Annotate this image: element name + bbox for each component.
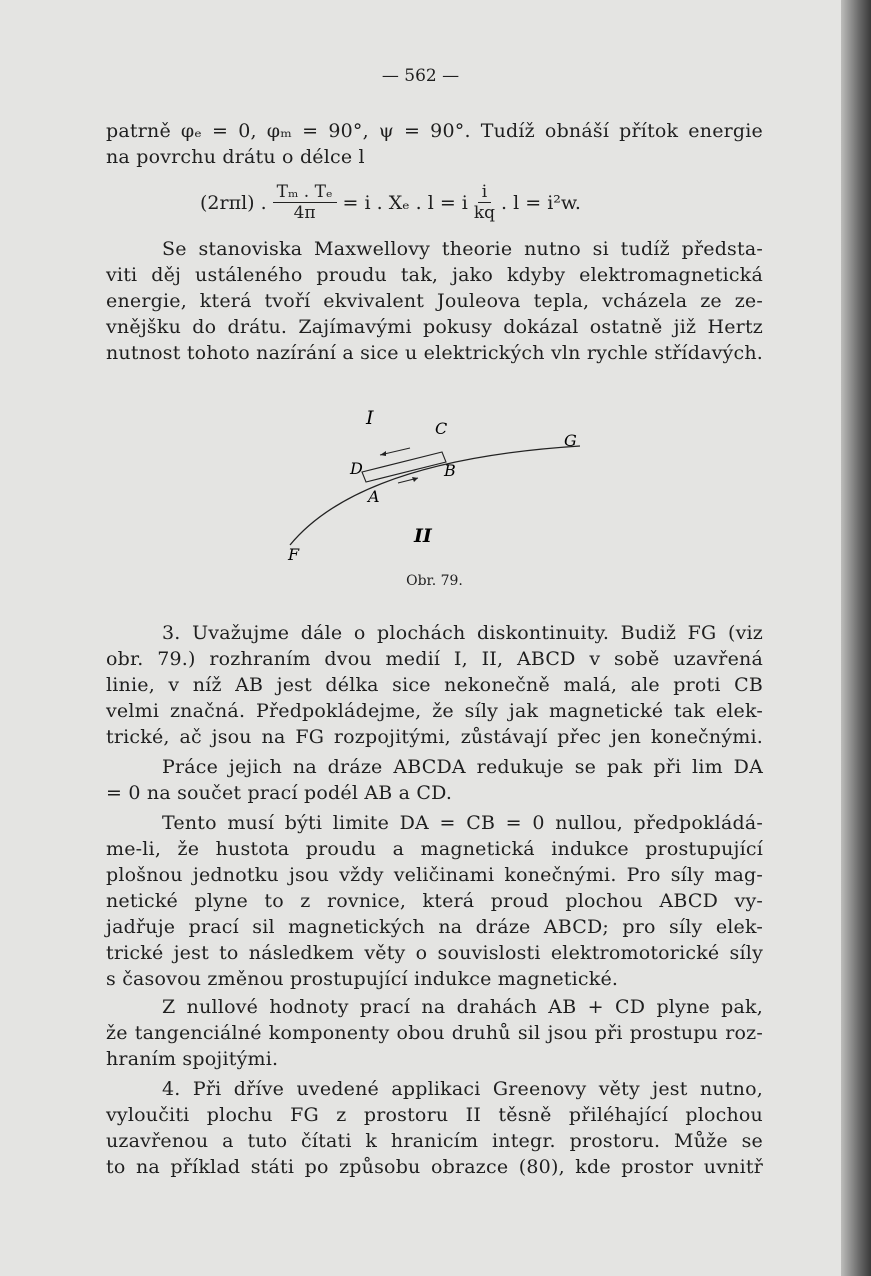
- paragraph-7: [106, 1076, 763, 1180]
- text-line: viti děj ustáleného proudu tak, jako kdyby elektromagnetická: [106, 264, 763, 286]
- text-line: vnějšku do drátu. Zajímavými pokusy dokázal ostatně již Hertz: [106, 316, 763, 338]
- text-line: me-li, že hustota proudu a magnetická indukce prostupující: [106, 838, 763, 860]
- text-line: na povrchu drátu o délce l: [106, 146, 365, 168]
- text-line: patrně φₑ = 0, φₘ = 90°, ψ = 90°. Tudíž obnáší přítok energie: [106, 120, 763, 142]
- text-line: plošnou jednotku jsou vždy veličinami konečnými. Pro síly mag-: [106, 864, 763, 886]
- equation-middle: = i . Xₑ . l = i: [342, 191, 468, 214]
- text-line: nutnost tohoto nazírání a sice u elektrických vln rychle střídavých.: [106, 342, 763, 364]
- text-line: trické jest to následkem věty o souvislosti elektromotorické síly: [106, 942, 763, 964]
- text-line: Práce jejich na dráze ABCDA redukuje se pak při lim DA: [162, 756, 763, 778]
- text-line: Se stanoviska Maxwellovy theorie nutno si tudíž předsta-: [162, 238, 763, 260]
- text-line: obr. 79.) rozhraním dvou medií I, II, ABCD v sobě uzavřená: [106, 648, 763, 670]
- label-G: G: [564, 431, 577, 450]
- text-line: 4. Při dříve uvedené applikaci Greenovy věty jest nutno,: [162, 1078, 763, 1100]
- text-line: = 0 na součet prací podél AB a CD.: [106, 782, 453, 804]
- text-line: energie, která tvoří ekvivalent Jouleova tepla, vcházela ze ze-: [106, 290, 763, 312]
- text-line: Tento musí býti limite DA = CB = 0 nullou, předpokládá-: [162, 812, 763, 834]
- text-line: uzavřenou a tuto čítati k hranicím integr. prostoru. Může se: [106, 1130, 763, 1152]
- text-line: trické, ač jsou na FG rozpojitými, zůstávají přec jen konečnými.: [106, 726, 763, 748]
- label-medium-II: II: [414, 525, 432, 547]
- fraction-numerator: Tₘ . Tₑ: [273, 182, 337, 203]
- text-line: že tangenciálné komponenty obou druhů sil jsou při prostupu roz-: [106, 1022, 763, 1044]
- equation-suffix: . l = i²w.: [501, 191, 581, 214]
- figure-79-diagram: [280, 400, 600, 570]
- text-line: vyloučiti plochu FG z prostoru II těsně přiléhající plochou: [106, 1104, 763, 1126]
- boundary-curve-fg: [290, 446, 580, 545]
- page-edge-shadow: [841, 0, 871, 1276]
- label-C: C: [435, 419, 448, 438]
- figure-caption: Obr. 79.: [406, 573, 463, 589]
- paragraph-2: [106, 236, 763, 366]
- text-line: jadřuje prací sil magnetických na dráze ABCD; pro síly elek-: [106, 916, 763, 938]
- text-line: to na příklad státi po způsobu obrazce (80), kde prostor uvnitř: [106, 1156, 763, 1178]
- paragraph-1: [106, 118, 763, 170]
- text-line: s časovou změnou prostupující indukce magnetické.: [106, 968, 619, 990]
- text-line: linie, v níž AB jest délka sice nekonečně malá, ale proti CB: [106, 674, 763, 696]
- label-medium-I: I: [366, 407, 374, 429]
- text-line: netické plyne to z rovnice, která proud plochou ABCD vy-: [106, 890, 763, 912]
- label-D: D: [350, 459, 363, 478]
- paragraph-5: [106, 810, 763, 992]
- fraction: [474, 182, 495, 223]
- text-line: hraním spojitými.: [106, 1048, 279, 1070]
- fraction-denominator: 4π: [293, 203, 316, 223]
- equation: [200, 182, 581, 223]
- paragraph-3: [106, 620, 763, 750]
- fraction: [273, 182, 337, 223]
- fraction-denominator: kq: [473, 203, 496, 223]
- page-number: — 562 —: [381, 66, 460, 86]
- fraction-numerator: i: [478, 182, 491, 203]
- paragraph-6: [106, 994, 763, 1072]
- equation-prefix: (2rπl) .: [200, 191, 267, 214]
- label-F: F: [288, 545, 300, 564]
- text-line: velmi značná. Předpokládejme, že síly jak magnetické tak elek-: [106, 700, 763, 722]
- text-line: 3. Uvažujme dále o plochách diskontinuity. Budiž FG (viz: [162, 622, 763, 644]
- paragraph-4: [106, 754, 763, 806]
- label-A: A: [368, 487, 380, 506]
- text-line: Z nullové hodnoty prací na drahách AB + CD plyne pak,: [162, 996, 763, 1018]
- label-B: B: [444, 461, 456, 480]
